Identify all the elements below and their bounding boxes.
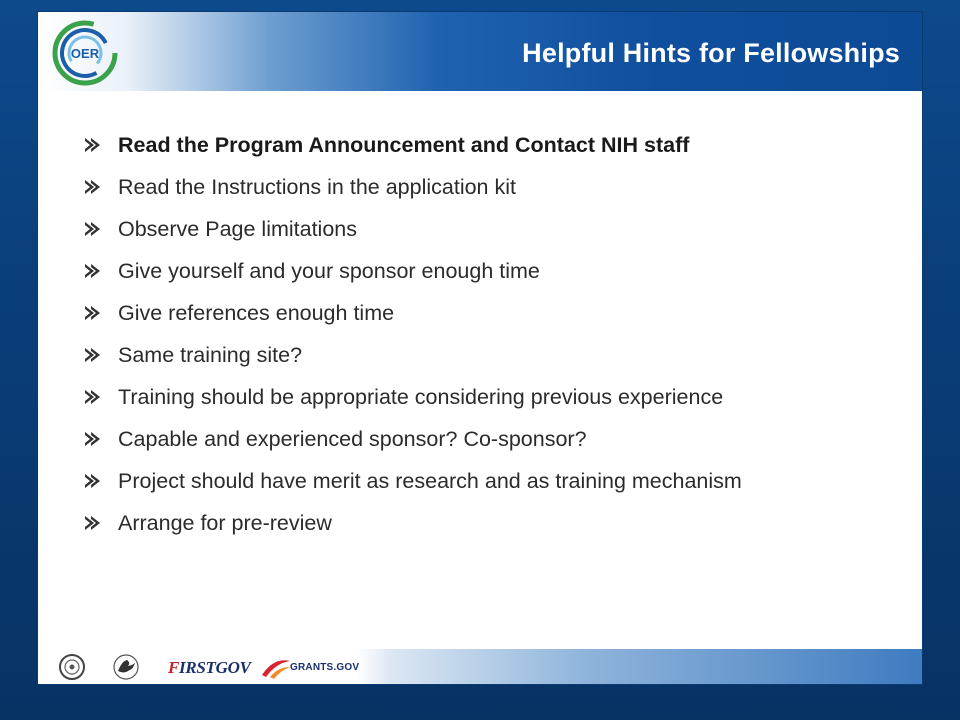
list-item: [82, 166, 902, 208]
list-item-text: Give references enough time: [118, 301, 395, 325]
arrow-bullet-icon: [82, 124, 104, 166]
arrow-bullet-icon: [82, 166, 104, 208]
nih-seal-icon: [56, 653, 88, 681]
arrow-bullet-icon: [82, 208, 104, 250]
list-item-text: Capable and experienced sponsor? Co-sponsor?: [118, 427, 587, 451]
list-item: [82, 502, 902, 544]
list-item-text: Training should be appropriate considering previous experience: [118, 385, 724, 409]
oer-logo-icon: [52, 20, 118, 86]
hhs-eagle-icon: [110, 653, 142, 681]
list-item: [82, 418, 902, 460]
list-item: [82, 208, 902, 250]
grants-swoosh-icon: [260, 653, 292, 681]
list-item-text: Give yourself and your sponsor enough time: [118, 259, 540, 283]
list-item: [82, 334, 902, 376]
list-item: [82, 292, 902, 334]
list-item: [82, 376, 902, 418]
arrow-bullet-icon: [82, 502, 104, 544]
arrow-bullet-icon: [82, 418, 104, 460]
footer-bar: [38, 649, 922, 684]
logo-text: OER: [70, 46, 100, 61]
list-item: [82, 460, 902, 502]
page-title: Helpful Hints for Fellowships: [522, 38, 900, 68]
firstgov-logo: FIRSTGOV: [168, 658, 251, 677]
list-item: [82, 250, 902, 292]
arrow-bullet-icon: [82, 292, 104, 334]
list-item-text: Read the Instructions in the application kit: [118, 175, 516, 199]
list-item: [82, 124, 902, 166]
bullet-list: [82, 124, 902, 544]
list-item-text: Arrange for pre-review: [118, 511, 332, 535]
list-item-text: Same training site?: [118, 343, 303, 367]
list-item-text: Read the Program Announcement and Contact NIH staff: [118, 133, 690, 157]
slide-frame: [38, 12, 922, 684]
slide-header: [38, 12, 922, 91]
arrow-bullet-icon: [82, 460, 104, 502]
arrow-bullet-icon: [82, 334, 104, 376]
arrow-bullet-icon: [82, 376, 104, 418]
arrow-bullet-icon: [82, 250, 104, 292]
list-item-text: Project should have merit as research and as training mechanism: [118, 469, 742, 493]
list-item-text: Observe Page limitations: [118, 217, 357, 241]
grants-gov-logo: GRANTS.GOV: [290, 662, 360, 673]
